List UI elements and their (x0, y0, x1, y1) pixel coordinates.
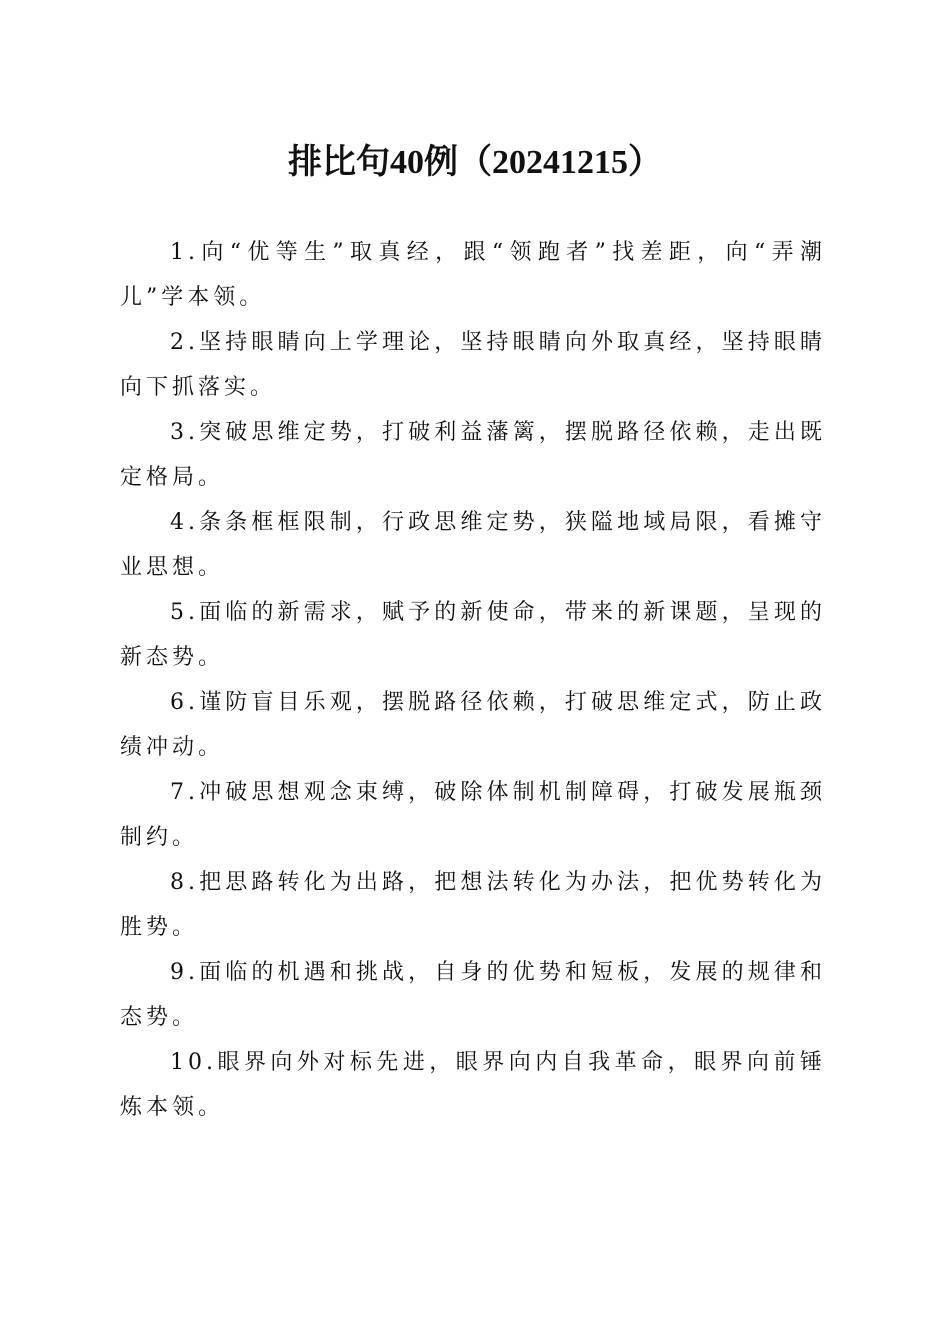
paragraph-5: 5.面临的新需求，赋予的新使命，带来的新课题，呈现的新态势。 (120, 600, 826, 670)
paragraph-2: 2.坚持眼睛向上学理论，坚持眼睛向外取真经，坚持眼睛向下抓落实。 (120, 330, 826, 400)
paragraph-9: 9.面临的机遇和挑战，自身的优势和短板，发展的规律和态势。 (120, 960, 826, 1030)
paragraph-4: 4.条条框框限制，行政思维定势，狭隘地域局限，看摊守业思想。 (120, 510, 826, 580)
paragraph-8: 8.把思路转化为出路，把想法转化为办法，把优势转化为胜势。 (120, 870, 826, 940)
paragraph-6: 6.谨防盲目乐观，摆脱路径依赖，打破思维定式，防止政绩冲动。 (120, 690, 826, 760)
paragraph-1: 1.向“优等生”取真经，跟“领跑者”找差距，向“弄潮儿”学本领。 (120, 240, 826, 310)
document-body (120, 230, 826, 1130)
paragraph-3: 3.突破思维定势，打破利益藩篱，摆脱路径依赖，走出既定格局。 (120, 420, 826, 490)
paragraph-7: 7.冲破思想观念束缚，破除体制机制障碍，打破发展瓶颈制约。 (120, 780, 826, 850)
document-title: 排比句40例（20241215） (288, 144, 662, 181)
paragraph-10: 10.眼界向外对标先进，眼界向内自我革命，眼界向前锤炼本领。 (120, 1050, 826, 1120)
